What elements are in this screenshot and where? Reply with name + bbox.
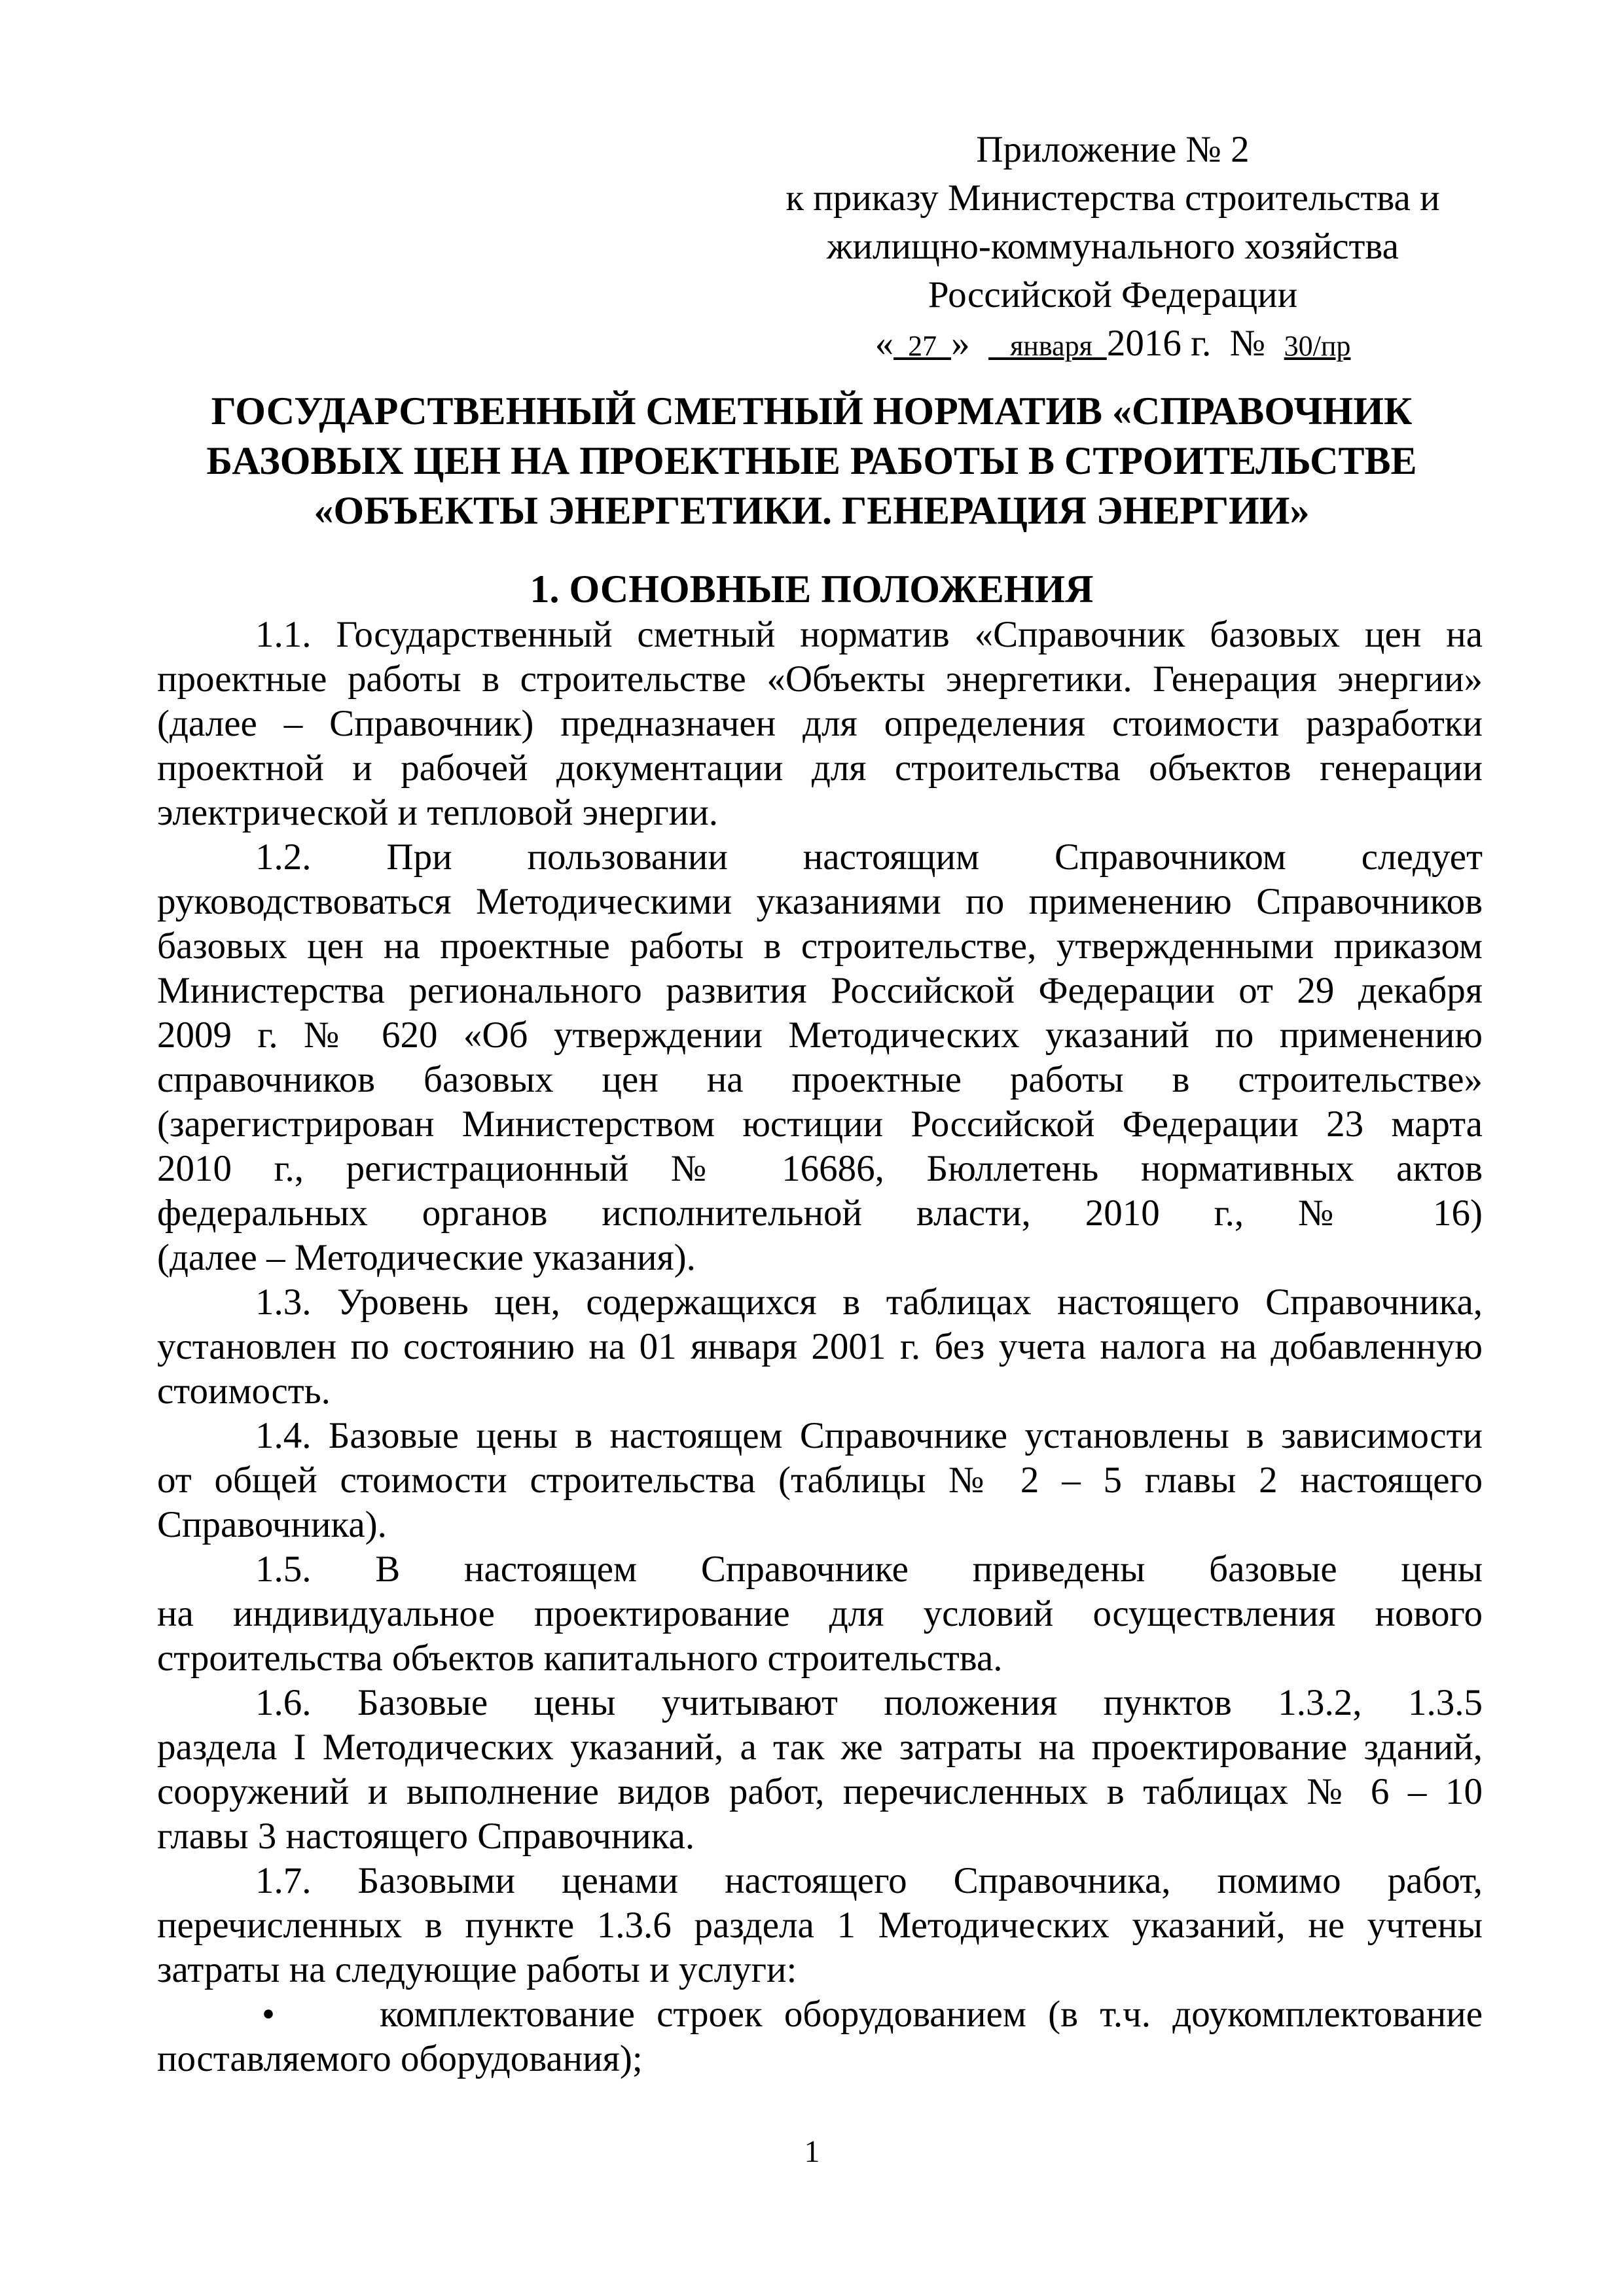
text-line: на индивидуальное проектирование для условий осуществления нового [157,1593,1483,1634]
text-line: от общей стоимости строительства (таблицы № 2 – 5 главы 2 настоящего [157,1460,1483,1501]
order-reference: к приказу Министерства строительства и [785,177,1440,219]
text-line: 1.5. В настоящем Справочнике приведены базовые цены [255,1549,1483,1590]
text-line: раздела I Методических указаний, а так же затраты на проектирование зданий, [157,1727,1483,1768]
text-line: стоимость. [157,1371,331,1412]
order-number: 30/пр [1284,330,1351,362]
text-line: главы 3 настоящего Справочника. [157,1816,695,1857]
order-year: 2016 г. [1106,323,1212,364]
text-line: 1.7. Базовыми ценами настоящего Справочника, помимо работ, [255,1860,1483,1901]
number-sign: № [1229,323,1266,364]
section-heading: 1. ОСНОВНЫЕ ПОЛОЖЕНИЯ [530,567,1094,611]
title-line: БАЗОВЫХ ЦЕН НА ПРОЕКТНЫЕ РАБОТЫ В СТРОИТЕЛЬСТВЕ [206,439,1417,482]
text-line: базовых цен на проектные работы в строительстве, утвержденными приказом [157,925,1483,967]
paragraph-1-5 [157,1547,1483,1681]
ministry-name: жилищно-коммунального хозяйства [827,226,1399,267]
order-day: 27 [908,330,937,362]
paragraph-1-7 [157,1859,1483,1992]
text-line: установлен по состоянию на 01 января 2001 г. без учета налога на добавленную [157,1326,1483,1367]
text-line: проектные работы в строительстве «Объекты энергетики. Генерация энергии» [157,658,1483,700]
paragraph-1-3 [157,1280,1483,1414]
text-line: 1.1. Государственный сметный норматив «Справочник базовых цен на [255,614,1483,655]
text-line: 1.4. Базовые цены в настоящем Справочнике установлены в зависимости [255,1415,1483,1456]
federation-name: Российской Федерации [928,274,1298,315]
date-open-quote: « [875,323,894,364]
body-text [157,613,1483,2081]
paragraph-1-6 [157,1681,1483,1859]
text-line: (зарегистрирован Министерством юстиции Российской Федерации 23 марта [157,1103,1483,1145]
text-line: проектной и рабочей документации для строительства объектов генерации [157,747,1483,789]
text-line: (далее – Справочник) предназначен для определения стоимости разработки [157,703,1483,744]
order-month: января [1010,330,1092,362]
text-line: затраты на следующие работы и услуги: [157,1949,797,1990]
text-line: перечисленных в пункте 1.3.6 раздела 1 Методических указаний, не учтены [157,1905,1483,1946]
text-line: 1.3. Уровень цен, содержащихся в таблицах настоящего Справочника, [255,1282,1483,1323]
page-number: 1 [804,2134,820,2169]
text-line: справочников базовых цен на проектные работы в строительстве» [157,1059,1483,1100]
text-line: 1.6. Базовые цены учитывают положения пунктов 1.3.2, 1.3.5 [255,1682,1483,1723]
title-line: ГОСУДАРСТВЕННЫЙ СМЕТНЫЙ НОРМАТИВ «СПРАВОЧНИК [211,389,1413,433]
text-line: 2010 г., регистрационный № 16686, Бюллетень нормативных актов [157,1148,1483,1189]
text-line: сооружений и выполнение видов работ, перечисленных в таблицах № 6 – 10 [157,1771,1483,1812]
text-line: руководствоваться Методическими указаниями по применению Справочников [157,881,1483,922]
date-close-quote: » [951,323,970,364]
text-line: (далее – Методические указания). [157,1237,696,1278]
text-line: поставляемого оборудования); [157,2038,643,2079]
text-line: Справочника). [157,1504,387,1545]
text-line: строительства объектов капитального строительства. [157,1638,1003,1679]
text-line: 1.2. При пользовании настоящим Справочником следует [255,836,1483,878]
bullet-icon: • [262,1994,275,2035]
text-line: 2009 г. № 620 «Об утверждении Методических указаний по применению [157,1014,1483,1056]
paragraph-1-2 [157,835,1483,1280]
appendix-header [720,126,1506,370]
paragraph-1-4 [157,1414,1483,1547]
bullet-line [157,1992,1483,2037]
appendix-number: Приложение № 2 [976,129,1250,170]
text-line: федеральных органов исполнительной власти, 2010 г., № 16) [157,1193,1483,1234]
bullet-item [157,1992,1483,2081]
text-line: электрической и тепловой энергии. [157,792,719,833]
order-date-line [720,319,1506,370]
paragraph-1-1 [157,613,1483,835]
document-title [157,386,1466,535]
text-line: Министерства регионального развития Российской Федерации от 29 декабря [157,970,1483,1011]
title-line: «ОБЪЕКТЫ ЭНЕРГЕТИКИ. ГЕНЕРАЦИЯ ЭНЕРГИИ» [314,489,1310,532]
text-line: комплектование строек оборудованием (в т.ч. доукомплектование [380,1994,1483,2035]
